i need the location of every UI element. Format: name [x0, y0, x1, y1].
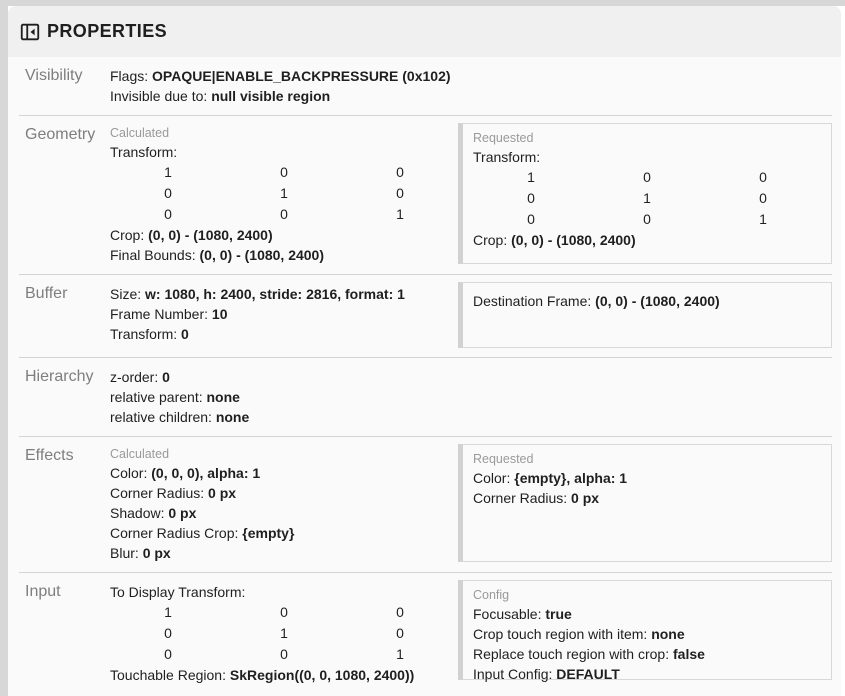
matrix-cell: 0 [164, 206, 172, 222]
group-label-requested: Requested [473, 452, 534, 466]
matrix-cell: 0 [280, 206, 288, 222]
property-row-blur [110, 543, 458, 563]
matrix-cell: 1 [164, 604, 172, 620]
property-row-replace-touch-region [473, 644, 821, 664]
property-label: Size: [110, 286, 142, 302]
property-value: {empty}, alpha: 1 [514, 470, 628, 486]
property-row-corner-radius [110, 483, 458, 503]
property-value: true [545, 606, 572, 622]
properties-panel [8, 6, 841, 696]
property-label: Corner Radius: [473, 490, 568, 506]
property-label: relative parent: [110, 389, 203, 405]
matrix-cell: 0 [396, 604, 404, 620]
property-row-size [110, 284, 458, 304]
section-buffer [19, 274, 832, 357]
property-row-final-bounds [110, 245, 458, 265]
property-value: w: 1080, h: 2400, stride: 2816, format: 1 [145, 286, 405, 302]
matrix-cell: 1 [396, 646, 404, 662]
property-value: none [651, 626, 685, 642]
matrix-cell: 0 [643, 169, 651, 185]
property-value: 0 [162, 369, 170, 385]
property-label: Focusable: [473, 606, 542, 622]
group-label-calculated: Calculated [110, 447, 170, 461]
requested-effects-box [458, 444, 832, 562]
transform-matrix [110, 162, 458, 225]
property-value: (0, 0) - (1080, 2400) [595, 293, 720, 309]
property-value: DEFAULT [556, 666, 620, 682]
property-label: Destination Frame: [473, 293, 592, 309]
property-row-relative-children [110, 407, 832, 427]
property-value: OPAQUE|ENABLE_BACKPRESSURE (0x102) [152, 68, 451, 84]
matrix-cell: 1 [396, 206, 404, 222]
property-value: null visible region [211, 88, 331, 104]
matrix-cell: 0 [396, 185, 404, 201]
transform-matrix [473, 167, 821, 230]
property-row-corner-radius-crop [110, 523, 458, 543]
property-value: none [206, 389, 240, 405]
property-label: Crop: [110, 227, 145, 243]
property-label: Replace touch region with crop: [473, 646, 670, 662]
matrix-cell: 0 [759, 190, 767, 206]
matrix-cell: 0 [280, 164, 288, 180]
property-value: (0, 0) - (1080, 2400) [199, 247, 325, 263]
property-label: Blur: [110, 545, 139, 561]
property-row-shadow [110, 503, 458, 523]
matrix-cell: 0 [643, 211, 651, 227]
property-row-input-config [473, 664, 821, 684]
property-label: Crop touch region with item: [473, 626, 648, 642]
matrix-cell: 0 [759, 169, 767, 185]
property-row-crop [473, 230, 821, 250]
property-row-destination-frame [473, 291, 821, 311]
property-label: Color: [110, 465, 148, 481]
property-row-relative-parent [110, 387, 832, 407]
left-panel-collapse-icon[interactable] [17, 19, 43, 45]
property-value: 0 px [168, 505, 197, 521]
section-hierarchy [19, 357, 832, 436]
matrix-cell: 1 [280, 625, 288, 641]
property-row-touchable-region [110, 665, 458, 685]
properties-content [8, 57, 841, 694]
property-row-focusable [473, 604, 821, 624]
section-input-title: Input [25, 583, 61, 600]
property-label: Input Config: [473, 666, 553, 682]
property-label: Color: [473, 470, 511, 486]
property-row-flags [110, 66, 832, 86]
to-display-transform-label: To Display Transform: [110, 584, 246, 600]
properties-header [8, 6, 841, 57]
property-value: 10 [211, 306, 228, 322]
property-value: SkRegion((0, 0, 1080, 2400)) [229, 667, 415, 683]
section-geometry [19, 115, 832, 274]
property-label: Frame Number: [110, 306, 209, 322]
matrix-cell: 0 [280, 646, 288, 662]
property-value: none [215, 409, 250, 425]
property-row-crop [110, 225, 458, 245]
matrix-cell: 0 [527, 211, 535, 227]
property-label: Touchable Region: [110, 667, 226, 683]
property-label: relative children: [110, 409, 212, 425]
matrix-cell: 0 [396, 164, 404, 180]
matrix-cell: 1 [527, 169, 535, 185]
property-row-z-order [110, 367, 832, 387]
property-value: (0, 0) - (1080, 2400) [511, 232, 636, 248]
transform-label: Transform: [473, 149, 541, 165]
property-label: Corner Radius: [110, 485, 205, 501]
matrix-cell: 0 [396, 625, 404, 641]
property-value: 0 [181, 326, 189, 342]
property-value: 0 px [142, 545, 171, 561]
property-row-color [473, 468, 821, 488]
matrix-cell: 0 [164, 625, 172, 641]
requested-buffer-box [458, 282, 832, 348]
property-value: (0, 0, 0), alpha: 1 [151, 465, 261, 481]
matrix-cell: 0 [527, 190, 535, 206]
section-effects-title: Effects [25, 447, 74, 464]
section-geometry-title: Geometry [25, 126, 96, 143]
property-row-transform [110, 324, 458, 344]
section-effects [19, 436, 832, 572]
property-label: Flags: [110, 68, 149, 84]
property-label: Corner Radius Crop: [110, 525, 239, 541]
property-row-crop-touch-region [473, 624, 821, 644]
requested-geometry-box [458, 123, 832, 264]
input-config-box [458, 580, 832, 680]
transform-matrix [110, 602, 458, 665]
property-value: false [673, 646, 705, 662]
property-label: Shadow: [110, 505, 165, 521]
matrix-cell: 0 [164, 646, 172, 662]
property-label: Invisible due to: [110, 88, 208, 104]
section-input [19, 572, 832, 694]
property-value: 0 px [571, 490, 600, 506]
matrix-cell: 1 [759, 211, 767, 227]
matrix-cell: 0 [164, 185, 172, 201]
group-label-calculated: Calculated [110, 126, 170, 140]
section-visibility-title: Visibility [25, 67, 83, 84]
property-label: z-order: [110, 369, 159, 385]
matrix-cell: 0 [280, 604, 288, 620]
property-value: {empty} [242, 525, 295, 541]
group-label-config: Config [473, 588, 510, 602]
property-row-frame-number [110, 304, 458, 324]
section-hierarchy-title: Hierarchy [25, 368, 94, 385]
transform-label: Transform: [110, 144, 178, 160]
property-label: Transform: [110, 326, 178, 342]
matrix-cell: 1 [280, 185, 288, 201]
panel-title: PROPERTIES [47, 21, 168, 41]
property-value: (0, 0) - (1080, 2400) [148, 227, 273, 243]
property-label: Final Bounds: [110, 247, 196, 263]
property-label: Crop: [473, 232, 508, 248]
property-row-invisible-due-to [110, 86, 832, 106]
matrix-cell: 1 [643, 190, 651, 206]
matrix-cell: 1 [164, 164, 172, 180]
group-label-requested: Requested [473, 131, 534, 145]
property-row-color [110, 463, 458, 483]
property-value: 0 px [208, 485, 237, 501]
section-visibility [19, 57, 832, 115]
property-row-corner-radius [473, 488, 821, 508]
page-background-left [0, 0, 8, 696]
section-buffer-title: Buffer [25, 285, 68, 302]
